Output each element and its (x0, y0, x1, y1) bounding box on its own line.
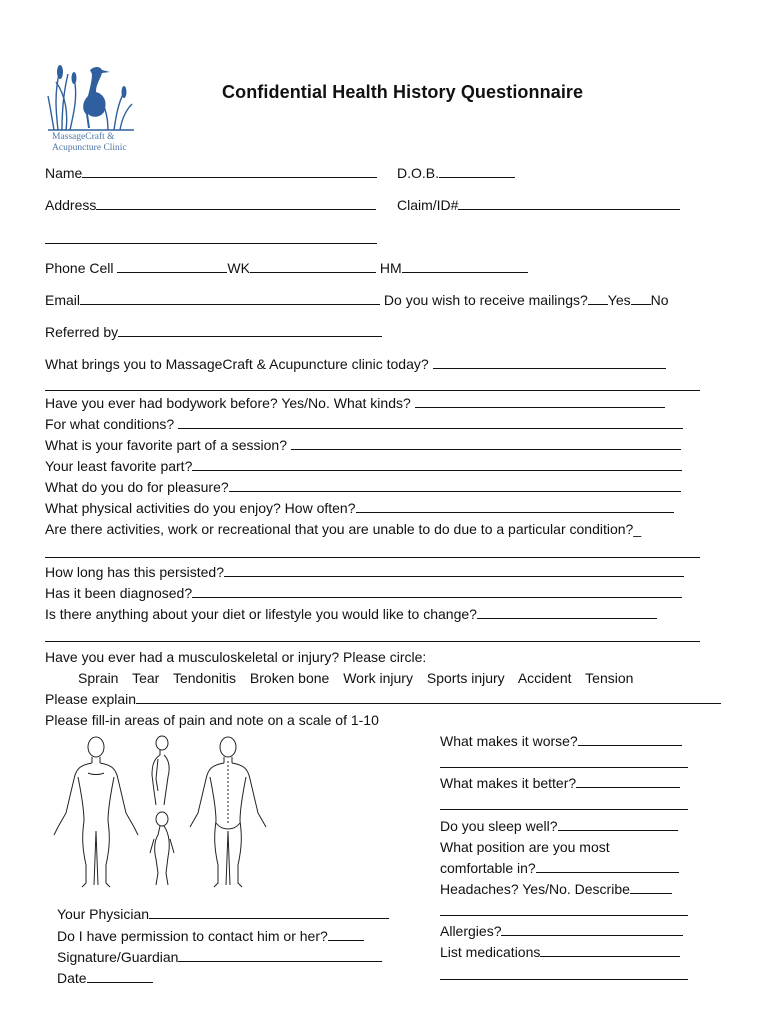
pleasure-row (45, 479, 681, 495)
least-row (45, 458, 682, 474)
sleep-row (440, 818, 678, 834)
better-row (440, 775, 680, 791)
email-label: Email (45, 292, 81, 308)
sleep-label: Do you sleep well? (440, 818, 558, 834)
better-label: What makes it better? (440, 775, 577, 791)
mailings-no-blank[interactable] (631, 292, 651, 305)
allergies-label: Allergies? (440, 923, 502, 939)
pain-scale-row (45, 712, 379, 728)
mailings-no: No (650, 292, 669, 308)
address-label: Address (45, 197, 97, 213)
logo-line1: MassageCraft & (52, 132, 115, 142)
referred-row (45, 324, 382, 340)
diagnosed-label: Has it been diagnosed? (45, 585, 193, 601)
headaches-line2-field[interactable] (440, 915, 688, 916)
signature-row (57, 949, 382, 965)
medications-field[interactable] (540, 944, 680, 957)
logo-line2: Acupuncture Clinic (52, 143, 127, 153)
diet-line2-field[interactable] (45, 641, 700, 642)
explain-row (45, 691, 721, 707)
physician-field[interactable] (149, 906, 389, 919)
phone-wk-label: WK (227, 260, 250, 276)
physical-field[interactable] (356, 500, 674, 513)
medications-row (440, 944, 680, 960)
injury-option[interactable]: Tear (132, 670, 160, 686)
body-diagram[interactable] (48, 735, 273, 890)
heron-logo-icon (44, 52, 140, 132)
permission-row (57, 928, 364, 944)
position-field[interactable] (536, 860, 679, 873)
persisted-row (45, 564, 684, 580)
bodywork-field[interactable] (415, 395, 665, 408)
name-label: Name (45, 165, 83, 181)
conditions-label: For what conditions? (45, 416, 175, 432)
mailings-yes-blank[interactable] (588, 292, 608, 305)
injury-options (78, 670, 633, 686)
mailings-yes: Yes (607, 292, 631, 308)
injury-label: Have you ever had a musculoskeletal or injury? Please circle: (45, 649, 427, 665)
permission-label: Do I have permission to contact him or her? (57, 928, 328, 944)
phone-wk-field[interactable] (250, 260, 376, 273)
phone-cell-label: Phone Cell (45, 260, 114, 276)
unable-line2-field[interactable] (45, 557, 700, 558)
unable-label: Are there activities, work or recreational that you are unable to do due to a particular condition?_ (45, 521, 642, 537)
brings-field[interactable] (433, 356, 666, 369)
claim-field[interactable] (458, 197, 680, 210)
persisted-label: How long has this persisted? (45, 564, 224, 580)
medications-line2-field[interactable] (440, 979, 688, 980)
diagnosed-field[interactable] (192, 585, 682, 598)
bodywork-label: Have you ever had bodywork before? Yes/No. What kinds? (45, 395, 411, 411)
injury-option[interactable]: Accident (517, 670, 572, 686)
signature-field[interactable] (178, 949, 382, 962)
mailings-label: Do you wish to receive mailings? (383, 292, 588, 308)
address-row (45, 197, 376, 213)
referred-label: Referred by (45, 324, 119, 340)
signature-label: Signature/Guardian (57, 949, 179, 965)
headaches-row (440, 881, 672, 897)
favorite-row (45, 437, 681, 453)
date-row (57, 970, 153, 986)
position-label: What position are you most (440, 839, 610, 855)
permission-field[interactable] (328, 928, 364, 941)
worse-label: What makes it worse? (440, 733, 578, 749)
injury-option[interactable]: Tension (585, 670, 634, 686)
side-figure-icon (152, 736, 169, 805)
headaches-label: Headaches? Yes/No. Describe (440, 881, 630, 897)
allergies-field[interactable] (501, 923, 683, 936)
email-row (45, 292, 669, 308)
medications-label: List medications (440, 944, 541, 960)
persisted-field[interactable] (224, 564, 684, 577)
brings-label: What brings you to MassageCraft & Acupuncture clinic today? (45, 356, 429, 372)
injury-option[interactable]: Tendonitis (172, 670, 237, 686)
worse-field[interactable] (578, 733, 682, 746)
page-title: Confidential Health History Questionnaire (222, 82, 584, 102)
front-figure-icon (54, 737, 138, 887)
side-figure-lower-icon (150, 812, 174, 885)
conditions-field[interactable] (178, 416, 683, 429)
physical-label: What physical activities do you enjoy? How often? (45, 500, 356, 516)
date-field[interactable] (87, 970, 153, 983)
physician-label: Your Physician (57, 906, 150, 922)
logo-text (52, 132, 152, 154)
address-line2-field[interactable] (45, 243, 377, 244)
injury-option[interactable]: Sports injury (426, 670, 505, 686)
unable-row (45, 521, 641, 537)
sleep-field[interactable] (558, 818, 678, 831)
favorite-field[interactable] (291, 437, 681, 450)
dob-field[interactable] (439, 165, 515, 178)
physical-row (45, 500, 674, 516)
position2-row (440, 860, 679, 876)
address-field[interactable] (96, 197, 376, 210)
position-row (440, 839, 610, 855)
injury-row (45, 649, 426, 665)
explain-field[interactable] (136, 691, 721, 704)
explain-label: Please explain (45, 691, 137, 707)
better-field[interactable] (576, 775, 680, 788)
brings-line2-field[interactable] (45, 390, 700, 391)
phone-hm-field[interactable] (402, 260, 528, 273)
diet-row (45, 606, 657, 622)
injury-option[interactable]: Work injury (343, 670, 413, 686)
claim-row (397, 197, 680, 213)
least-label: Your least favorite part? (45, 458, 193, 474)
pleasure-field[interactable] (229, 479, 681, 492)
pleasure-label: What do you do for pleasure? (45, 479, 229, 495)
referred-field[interactable] (118, 324, 382, 337)
headaches-field[interactable] (630, 881, 672, 894)
allergies-row (440, 923, 683, 939)
worse-line2-field[interactable] (440, 767, 688, 768)
injury-option[interactable]: Sprain (78, 670, 119, 686)
phone-cell-field[interactable] (117, 260, 227, 273)
phone-row (45, 260, 528, 276)
name-field[interactable] (82, 165, 377, 178)
date-label: Date (57, 970, 87, 986)
least-field[interactable] (192, 458, 682, 471)
injury-option[interactable]: Broken bone (249, 670, 330, 686)
brings-row (45, 356, 666, 372)
conditions-row (45, 416, 683, 432)
pain-scale-label: Please fill-in areas of pain and note on a scale of 1-10 (45, 712, 379, 728)
email-field[interactable] (80, 292, 380, 305)
dob-label: D.O.B. (397, 165, 440, 181)
diet-label: Is there anything about your diet or lifestyle you would like to change? (45, 606, 477, 622)
better-line2-field[interactable] (440, 809, 688, 810)
diet-field[interactable] (477, 606, 657, 619)
back-figure-icon (190, 737, 266, 887)
position2-label: comfortable in? (440, 860, 536, 876)
phone-hm-label: HM (379, 260, 402, 276)
name-row (45, 165, 377, 181)
favorite-label: What is your favorite part of a session? (45, 437, 287, 453)
diagnosed-row (45, 585, 682, 601)
worse-row (440, 733, 682, 749)
claim-label: Claim/ID# (397, 197, 459, 213)
bodywork-row (45, 395, 665, 411)
dob-row (397, 165, 515, 181)
physician-row (57, 906, 389, 922)
